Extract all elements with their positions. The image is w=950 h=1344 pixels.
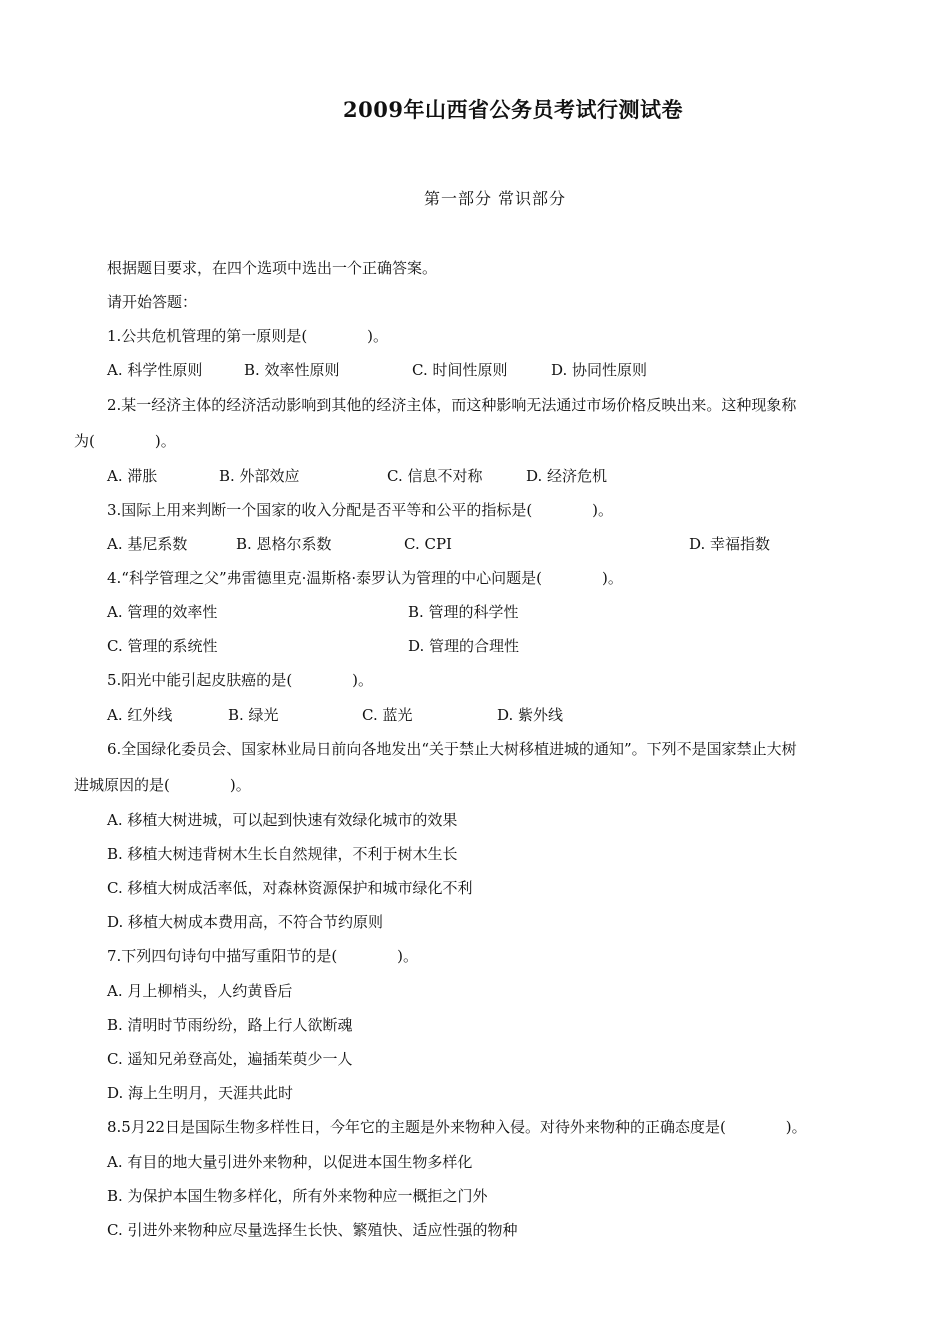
- question-1-option-c: C. 时间性原则: [412, 361, 508, 379]
- question-6-option-a: A. 移植大树进城，可以起到快速有效绿化城市的效果: [107, 811, 458, 829]
- question-7-option-c: C. 遥知兄弟登高处，遍插茱萸少一人: [107, 1050, 353, 1068]
- question-6-stem-line-1: 6.全国绿化委员会、国家林业局日前向各地发出“关于禁止大树移植进城的通知”。下列不是国家禁止大树: [107, 740, 797, 758]
- question-7-option-b: B. 清明时节雨纷纷，路上行人欲断魂: [107, 1016, 353, 1034]
- question-6-stem-line-2: 进城原因的是( )。: [74, 776, 251, 794]
- question-6-option-b: B. 移植大树违背树木生长自然规律，不利于树木生长: [107, 845, 458, 863]
- instruction-start: 请开始答题：: [107, 293, 198, 311]
- question-8-option-b: B. 为保护本国生物多样化，所有外来物种应一概拒之门外: [107, 1187, 488, 1205]
- question-3-stem: 3.国际上用来判断一个国家的收入分配是否平等和公平的指标是( )。: [107, 501, 614, 519]
- question-4-option-a: A. 管理的效率性: [107, 603, 218, 621]
- question-7-option-d: D. 海上生明月，天涯共此时: [107, 1084, 294, 1102]
- question-6-option-d: D. 移植大树成本费用高，不符合节约原则: [107, 913, 384, 931]
- question-1-option-a: A. 科学性原则: [107, 361, 203, 379]
- question-8-stem: 8.5月22日是国际生物多样性日，今年它的主题是外来物种入侵。对待外来物种的正确态度是( )。: [107, 1118, 807, 1136]
- question-8-option-c: C. 引进外来物种应尽量选择生长快、繁殖快、适应性强的物种: [107, 1221, 518, 1239]
- question-4-option-c: C. 管理的系统性: [107, 637, 218, 655]
- section-heading: 第一部分 常识部分: [423, 189, 567, 208]
- question-2-option-b: B. 外部效应: [219, 467, 300, 485]
- question-2-option-d: D. 经济危机: [526, 467, 608, 485]
- question-1-option-d: D. 协同性原则: [551, 361, 648, 379]
- question-2-option-a: A. 滞胀: [107, 467, 158, 485]
- question-7-stem: 7.下列四句诗句中描写重阳节的是( )。: [107, 947, 419, 965]
- question-5-option-c: C. 蓝光: [362, 706, 413, 724]
- question-4-option-b: B. 管理的科学性: [408, 603, 519, 621]
- question-3-option-d: D. 幸福指数: [689, 535, 771, 553]
- document-title: 2009年山西省公务员考试行测试卷: [343, 97, 683, 122]
- question-3-option-b: B. 恩格尔系数: [236, 535, 332, 553]
- question-6-option-c: C. 移植大树成活率低，对森林资源保护和城市绿化不利: [107, 879, 473, 897]
- question-1-option-b: B. 效率性原则: [244, 361, 340, 379]
- question-5-stem: 5.阳光中能引起皮肤癌的是( )。: [107, 671, 374, 689]
- question-2-stem-line-1: 2.某一经济主体的经济活动影响到其他的经济主体，而这种影响无法通过市场价格反映出来。这种现象称: [107, 396, 797, 414]
- question-7-option-a: A. 月上柳梢头，人约黄昏后: [107, 982, 293, 1000]
- question-5-option-b: B. 绿光: [228, 706, 279, 724]
- question-8-option-a: A. 有目的地大量引进外来物种，以促进本国生物多样化: [107, 1153, 473, 1171]
- instruction-text: 根据题目要求，在四个选项中选出一个正确答案。: [107, 259, 438, 277]
- question-2-option-c: C. 信息不对称: [387, 467, 483, 485]
- question-5-option-d: D. 紫外线: [497, 706, 564, 724]
- question-2-stem-line-2: 为( )。: [74, 432, 176, 450]
- question-4-option-d: D. 管理的合理性: [408, 637, 520, 655]
- question-3-option-a: A. 基尼系数: [107, 535, 188, 553]
- question-3-option-c: C. CPI: [404, 535, 452, 553]
- question-1-stem: 1.公共危机管理的第一原则是( )。: [107, 327, 389, 345]
- question-5-option-a: A. 红外线: [107, 706, 173, 724]
- question-4-stem: 4.“科学管理之父”弗雷德里克·温斯格·泰罗认为管理的中心问题是( )。: [107, 569, 623, 587]
